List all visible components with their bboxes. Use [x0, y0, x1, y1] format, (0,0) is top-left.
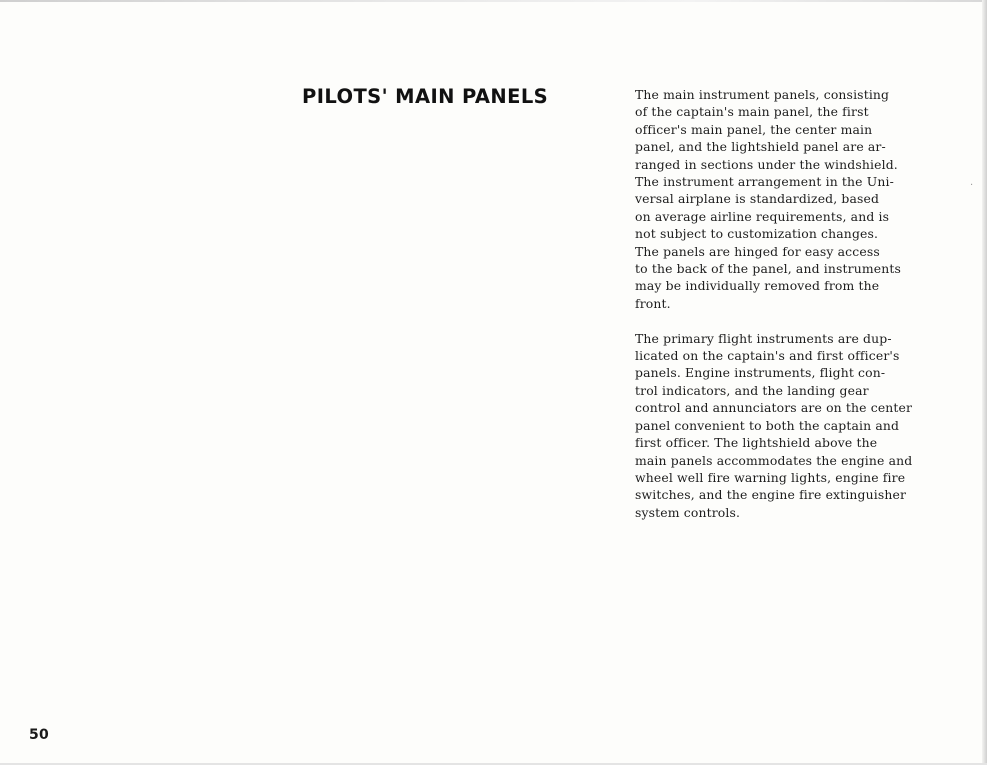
text-line: switches, and the engine fire extinguisher [635, 487, 907, 503]
text-line: versal airplane is standardized, based [635, 191, 880, 207]
page-number: 50 [29, 727, 49, 743]
text-line: to the back of the panel, and instruments [635, 261, 901, 277]
paragraph-2 [635, 330, 935, 521]
text-line: may be individually removed from the [635, 278, 880, 294]
text-line: officer's main panel, the center main [635, 121, 873, 137]
text-line: on average airline requirements, and is [635, 208, 890, 224]
text-line: main panels accommodates the engine and [635, 452, 913, 468]
text-line: ranged in sections under the windshield. [635, 156, 898, 172]
text-line: system controls. [635, 504, 741, 520]
text-line: The instrument arrangement in the Uni- [635, 174, 894, 190]
page-right-edge [982, 0, 987, 765]
text-line: control and annunciators are on the center [635, 400, 913, 416]
text-line: first officer. The lightshield above the [635, 435, 878, 451]
section-heading: PILOTS' MAIN PANELS [302, 85, 549, 108]
text-line: not subject to customization changes. [635, 226, 879, 242]
text-line: The primary flight instruments are dup- [635, 330, 892, 346]
text-line: front. [635, 295, 671, 311]
text-line: panel, and the lightshield panel are ar- [635, 139, 886, 155]
text-line: The panels are hinged for easy access [635, 243, 880, 259]
text-line: panels. Engine instruments, flight con- [635, 365, 886, 381]
margin-mark: · [970, 180, 974, 191]
text-line: of the captain's main panel, the first [635, 104, 869, 120]
text-line: licated on the captain's and first officer's [635, 348, 900, 364]
text-line: wheel well fire warning lights, engine fire [635, 469, 906, 485]
text-line: trol indicators, and the landing gear [635, 382, 869, 398]
paragraph-1 [635, 86, 935, 312]
text-line: The main instrument panels, consisting [635, 87, 890, 102]
body-text [635, 86, 935, 539]
page-top-edge [0, 0, 987, 2]
text-line: panel convenient to both the captain and [635, 417, 900, 433]
